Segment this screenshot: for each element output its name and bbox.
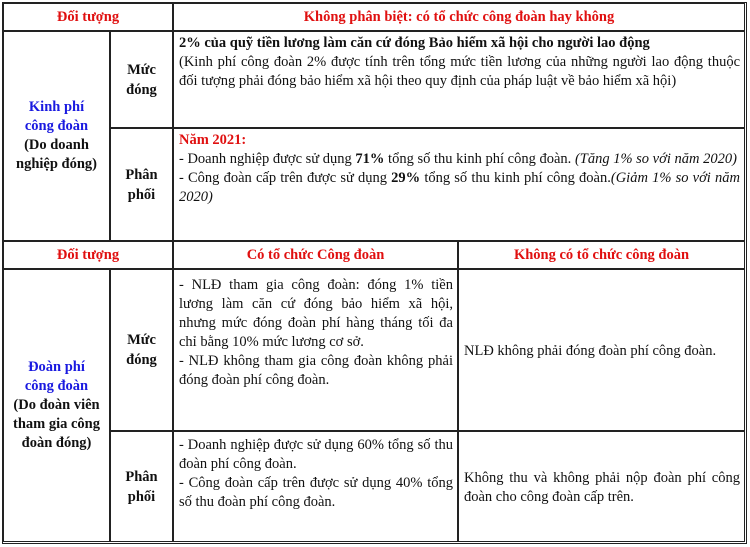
header-with-union	[173, 241, 458, 269]
label-phan-phoi-1	[110, 128, 173, 241]
header-without-union-text: Không có tổ chức công đoàn	[513, 246, 690, 263]
comparison-table	[2, 2, 747, 544]
label-muc-dong-1-text: Mức đóng	[126, 61, 157, 98]
object-doan-phi-cong-doan	[3, 269, 110, 542]
phan-phoi-with-item2: - Công đoàn cấp trên được sử dụng 40% tổng số thu đoàn phí công đoàn.	[179, 475, 453, 510]
label-phan-phoi-2	[110, 431, 173, 542]
phan-phoi-without-text: Không thu và không phải nộp đoàn phí công đoàn cho công đoàn cấp trên.	[464, 469, 740, 505]
content-muc-dong-1	[173, 31, 745, 128]
muc-dong-with-item2: - NLĐ không tham gia công đoàn không phải đóng đoàn phí công đoàn.	[179, 353, 453, 388]
object-kinh-phi-cong-doan	[3, 31, 110, 241]
label-phan-phoi-2-text: Phân phối	[125, 468, 158, 505]
header-no-distinction-text: Không phân biệt: có tổ chức công đoàn hay không	[303, 8, 615, 25]
content-muc-dong-with	[173, 269, 458, 431]
header-without-union	[458, 241, 745, 269]
label-muc-dong-1	[110, 31, 173, 128]
muc-dong-1-bold-line: 2% của quỹ tiền lương làm căn cứ đóng Bảo hiểm xã hội cho người lao động	[179, 35, 650, 51]
content-phan-phoi-1	[173, 128, 745, 241]
content-muc-dong-without	[458, 269, 745, 431]
phan-phoi-1-item1: - Doanh nghiệp được sử dụng 71% tổng số thu kinh phí công đoàn. (Tăng 1% so với năm 2020)	[179, 151, 737, 167]
muc-dong-1-note: (Kinh phí công đoàn 2% được tính trên tổng mức tiền lương của những người lao động thuộc đối tượng phải đóng bảo hiểm xã hội theo quy định của pháp luật về bảo hiểm xã hội)	[179, 54, 740, 89]
label-muc-dong-2-text: Mức đóng	[126, 332, 157, 368]
header-object-2-text: Đối tượng	[56, 246, 120, 263]
object-title-kinh-phi: Kinh phí công đoàn	[24, 99, 89, 134]
phan-phoi-with-item1: - Doanh nghiệp được sử dụng 60% tổng số thu đoàn phí công đoàn.	[179, 437, 453, 472]
object-title-doan-phi: Đoàn phí công đoàn	[24, 359, 89, 394]
object-note-kinh-phi: (Do doanh nghiệp đóng)	[16, 137, 97, 172]
header-with-union-text: Có tổ chức Công đoàn	[246, 246, 385, 263]
header-no-distinction	[173, 3, 745, 31]
content-phan-phoi-with	[173, 431, 458, 542]
header-object-1	[3, 3, 173, 31]
content-phan-phoi-without	[458, 431, 745, 542]
phan-phoi-1-item2: - Công đoàn cấp trên được sử dụng 29% tổng số thu kinh phí công đoàn.(Giảm 1% so với năm 2020)	[179, 170, 740, 205]
muc-dong-without-text: NLĐ không phải đóng đoàn phí công đoàn.	[464, 342, 717, 359]
phan-phoi-1-year: Năm 2021:	[179, 132, 247, 148]
muc-dong-with-item1: - NLĐ tham gia công đoàn: đóng 1% tiền lương làm căn cứ đóng bảo hiểm xã hội, nhưng mức đóng đoàn phí hàng tháng tối đa chỉ bằng 10% mức lương cơ sở.	[179, 277, 453, 350]
label-muc-dong-2	[110, 269, 173, 431]
header-object-1-text: Đối tượng	[56, 8, 120, 25]
label-phan-phoi-1-text: Phân phối	[125, 166, 158, 203]
object-note-doan-phi: (Do đoàn viên tham gia công đoàn đóng)	[13, 397, 100, 451]
header-object-2	[3, 241, 173, 269]
